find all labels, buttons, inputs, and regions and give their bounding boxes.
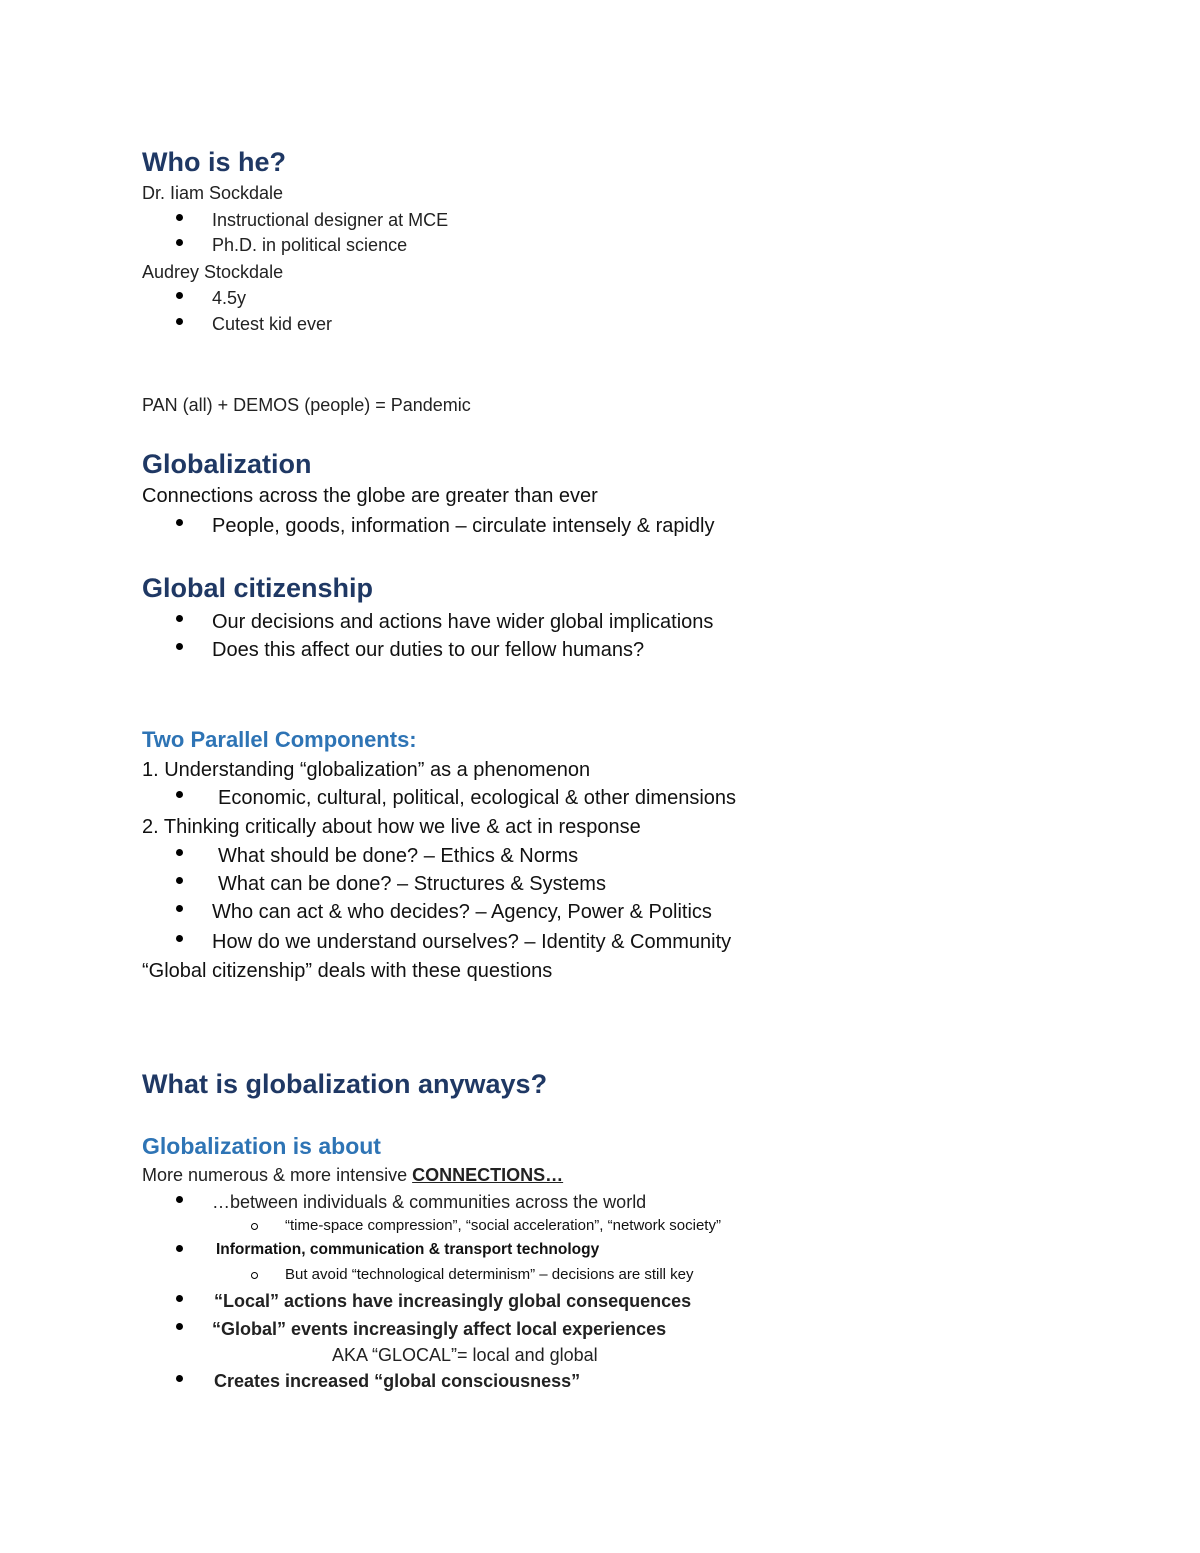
list-item: 4.5y bbox=[212, 288, 247, 308]
bullet-icon bbox=[176, 791, 183, 798]
bullet-icon bbox=[176, 615, 183, 622]
list-item: …between individuals & communities across the world bbox=[212, 1192, 647, 1212]
bullet-icon bbox=[176, 1196, 183, 1203]
list-item: Instructional designer at MCE bbox=[212, 210, 449, 230]
heading-globalization: Globalization bbox=[142, 449, 312, 479]
sub-list-item: But avoid “technological determinism” – decisions are still key bbox=[285, 1266, 694, 1283]
bullet-icon bbox=[176, 849, 183, 856]
bullet-icon bbox=[176, 1375, 183, 1382]
subheading-globalization-is-about: Globalization is about bbox=[142, 1133, 381, 1159]
etymology-line: PAN (all) + DEMOS (people) = Pandemic bbox=[142, 395, 471, 415]
bullet-icon bbox=[176, 239, 183, 246]
heading-two-parallel-components: Two Parallel Components: bbox=[142, 727, 417, 752]
list-item: Who can act & who decides? – Agency, Power & Politics bbox=[212, 901, 712, 923]
circle-bullet-icon bbox=[251, 1272, 258, 1279]
bullet-icon bbox=[176, 877, 183, 884]
bullet-icon bbox=[176, 1245, 183, 1252]
list-item: Cutest kid ever bbox=[212, 314, 333, 334]
list-item: What can be done? – Structures & Systems bbox=[218, 873, 606, 895]
closing-line: “Global citizenship” deals with these questions bbox=[142, 960, 553, 982]
list-item: Ph.D. in political science bbox=[212, 235, 408, 255]
glocal-line: AKA “GLOCAL”= local and global bbox=[332, 1345, 598, 1365]
person1-name: Dr. Iiam Sockdale bbox=[142, 183, 284, 203]
bullet-icon bbox=[176, 935, 183, 942]
bullet-icon bbox=[176, 292, 183, 299]
intro-line bbox=[142, 1166, 563, 1184]
heading-global-citizenship: Global citizenship bbox=[142, 573, 374, 603]
point-2: 2. Thinking critically about how we live & act in response bbox=[142, 816, 641, 838]
list-item: Information, communication & transport technology bbox=[216, 1241, 600, 1258]
list-item: “Global” events increasingly affect local experiences bbox=[212, 1319, 667, 1339]
list-item: What should be done? – Ethics & Norms bbox=[218, 845, 579, 867]
bullet-icon bbox=[176, 1323, 183, 1330]
globalization-text: Connections across the globe are greater than ever bbox=[142, 485, 598, 507]
bullet-icon bbox=[176, 214, 183, 221]
bullet-icon bbox=[176, 905, 183, 912]
list-item: Does this affect our duties to our fellow humans? bbox=[212, 639, 645, 661]
bullet-icon bbox=[176, 519, 183, 526]
list-item: People, goods, information – circulate intensely & rapidly bbox=[212, 515, 715, 537]
heading-who-is-he: Who is he? bbox=[142, 147, 286, 177]
list-item: How do we understand ourselves? – Identity & Community bbox=[212, 931, 732, 953]
list-item: Our decisions and actions have wider global implications bbox=[212, 611, 714, 633]
bullet-icon bbox=[176, 318, 183, 325]
list-item: “Local” actions have increasingly global consequences bbox=[214, 1291, 692, 1311]
person2-name: Audrey Stockdale bbox=[142, 262, 284, 282]
bullet-icon bbox=[176, 643, 183, 650]
heading-what-is-globalization: What is globalization anyways? bbox=[142, 1069, 548, 1099]
point-1: 1. Understanding “globalization” as a phenomenon bbox=[142, 759, 591, 781]
intro-prefix: More numerous & more intensive bbox=[142, 1165, 413, 1185]
intro-emphasis: CONNECTIONS… bbox=[412, 1165, 564, 1185]
list-item: Creates increased “global consciousness” bbox=[214, 1371, 581, 1391]
list-item: Economic, cultural, political, ecological & other dimensions bbox=[218, 787, 737, 809]
sub-list-item: “time-space compression”, “social acceleration”, “network society” bbox=[285, 1217, 721, 1234]
circle-bullet-icon bbox=[251, 1223, 258, 1230]
bullet-icon bbox=[176, 1295, 183, 1302]
